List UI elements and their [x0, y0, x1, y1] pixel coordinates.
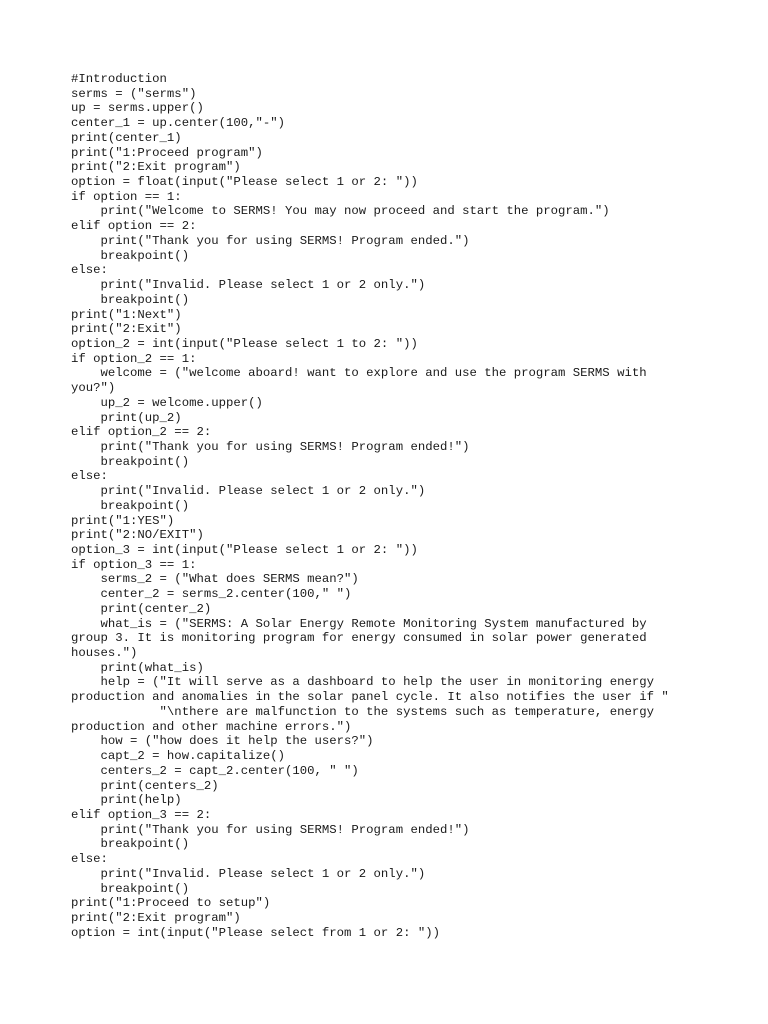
code-line: print(help)	[71, 793, 182, 808]
code-line: breakpoint()	[71, 454, 190, 469]
code-line: print("Thank you for using SERMS! Program ended.")	[71, 233, 470, 248]
code-line: production and anomalies in the solar panel cycle. It also notifies the user if "	[71, 690, 669, 705]
code-line: up_2 = welcome.upper()	[71, 395, 263, 410]
code-line: serms = ("serms")	[71, 86, 197, 101]
code-line: print("2:Exit")	[71, 322, 182, 337]
code-line: print(center_2)	[71, 601, 212, 616]
code-line: how = ("how does it help the users?")	[71, 734, 374, 749]
code-line: print("1:Proceed program")	[71, 145, 263, 160]
code-line: elif option_3 == 2:	[71, 807, 212, 822]
code-line: you?")	[71, 381, 116, 396]
code-line: serms_2 = ("What does SERMS mean?")	[71, 572, 359, 587]
code-line: else:	[71, 852, 108, 867]
code-line: up = serms.upper()	[71, 101, 204, 116]
code-line: help = ("It will serve as a dashboard to help the user in monitoring energy	[71, 675, 654, 690]
code-line: else:	[71, 263, 108, 278]
code-line: print("2:Exit program")	[71, 910, 241, 925]
code-line: print(what_is)	[71, 660, 204, 675]
code-line: group 3. It is monitoring program for energy consumed in solar power generated	[71, 631, 647, 646]
code-line: print("2:Exit program")	[71, 160, 241, 175]
code-line: option = float(input("Please select 1 or 2: "))	[71, 175, 418, 190]
code-line: what_is = ("SERMS: A Solar Energy Remote Monitoring System manufactured by	[71, 616, 647, 631]
code-line: print("1:Next")	[71, 307, 182, 322]
code-line: "\nthere are malfunction to the systems such as temperature, energy	[71, 704, 654, 719]
code-line: print("Thank you for using SERMS! Program ended!")	[71, 439, 470, 454]
code-line: option_2 = int(input("Please select 1 to 2: "))	[71, 336, 418, 351]
code-line: centers_2 = capt_2.center(100, " ")	[71, 763, 359, 778]
code-line: elif option_2 == 2:	[71, 425, 212, 440]
code-line: breakpoint()	[71, 498, 190, 513]
code-line: print("Thank you for using SERMS! Program ended!")	[71, 822, 470, 837]
code-line: print("Invalid. Please select 1 or 2 only.")	[71, 484, 426, 499]
code-line: print("1:YES")	[71, 513, 175, 528]
code-line: if option_2 == 1:	[71, 351, 197, 366]
code-line: production and other machine errors.")	[71, 719, 352, 734]
code-line: breakpoint()	[71, 292, 190, 307]
code-line: center_2 = serms_2.center(100," ")	[71, 587, 352, 602]
code-line: houses.")	[71, 646, 138, 661]
code-line: print("2:NO/EXIT")	[71, 528, 204, 543]
code-line: if option_3 == 1:	[71, 557, 197, 572]
code-line: print(center_1)	[71, 130, 182, 145]
code-line: print("Welcome to SERMS! You may now proceed and start the program.")	[71, 204, 610, 219]
code-line: option = int(input("Please select from 1 or 2: "))	[71, 925, 440, 940]
code-line: else:	[71, 469, 108, 484]
code-line: print("Invalid. Please select 1 or 2 only.")	[71, 866, 426, 881]
code-line: capt_2 = how.capitalize()	[71, 749, 286, 764]
code-line: elif option == 2:	[71, 219, 197, 234]
code-line: center_1 = up.center(100,"-")	[71, 116, 286, 131]
code-line: breakpoint()	[71, 248, 190, 263]
code-line: print(up_2)	[71, 410, 182, 425]
code-line: welcome = ("welcome aboard! want to explore and use the program SERMS with	[71, 366, 647, 381]
code-line: breakpoint()	[71, 881, 190, 896]
code-line: print(centers_2)	[71, 778, 219, 793]
code-line: print("1:Proceed to setup")	[71, 896, 271, 911]
code-line: if option == 1:	[71, 189, 182, 204]
code-line: print("Invalid. Please select 1 or 2 only.")	[71, 278, 426, 293]
code-listing	[71, 72, 711, 940]
code-line: option_3 = int(input("Please select 1 or 2: "))	[71, 543, 418, 557]
code-line: #Introduction	[71, 72, 167, 86]
code-line: breakpoint()	[71, 837, 190, 852]
